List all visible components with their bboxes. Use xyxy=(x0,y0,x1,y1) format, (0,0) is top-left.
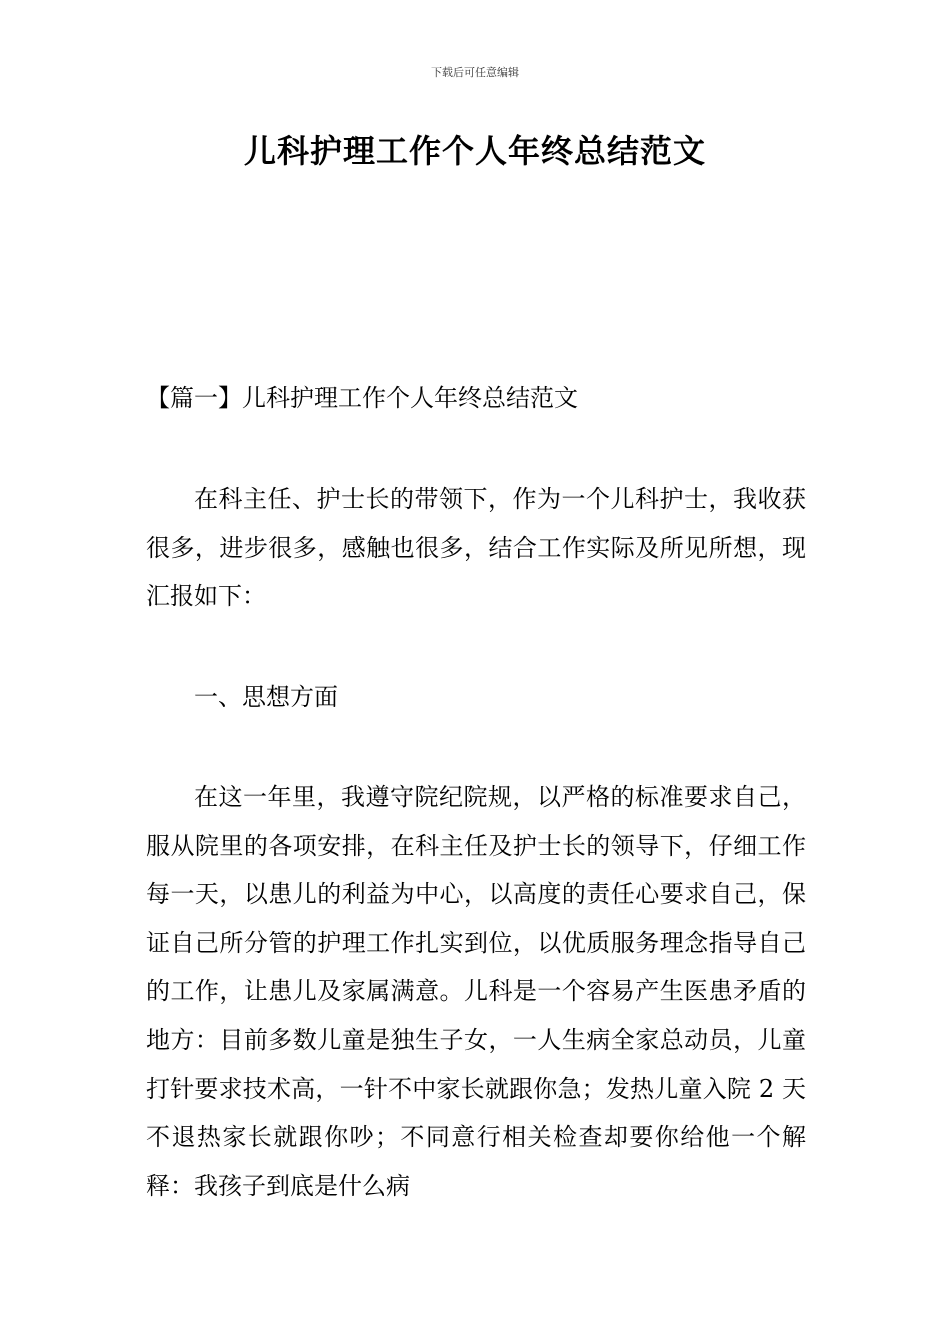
header-note: 下载后可任意编辑 xyxy=(431,66,519,79)
intro-paragraph: 在科主任、护士长的带领下，作为一个儿科护士，我收获很多，进步很多，感触也很多，结合工作实际及所见所想，现汇报如下： xyxy=(146,485,806,611)
section-label: 【篇一】儿科护理工作个人年终总结范文 xyxy=(146,384,578,412)
section-heading-thought: 一、思想方面 xyxy=(194,683,338,711)
document-title: 儿科护理工作个人年终总结范文 xyxy=(243,132,706,170)
body-paragraph: 在这一年里，我遵守院纪院规，以严格的标准要求自己，服从院里的各项安排，在科主任及护士长的领导下，仔细工作每一天，以患儿的利益为中心，以高度的责任心要求自己，保证自己所分管的护理工作扎实到位，以优质服务理念指导自己的工作，让患儿及家属满意。儿科是一个容易产生医患矛盾的地方：目前多数儿童是独生子女，一人生病全家总动员，儿童打针要求技术高，一针不中家长就跟你急；发热儿童入院 2 天不退热家长就跟你吵；不同意行相关检查却要你给他一个解释：我孩子到底是什么病 xyxy=(146,783,806,1200)
